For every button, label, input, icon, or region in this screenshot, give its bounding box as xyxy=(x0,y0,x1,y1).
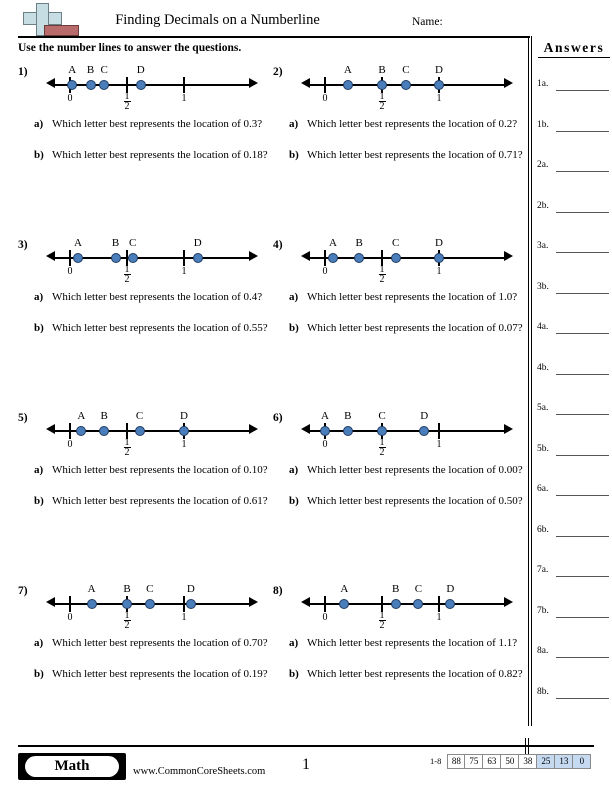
name-input-line[interactable] xyxy=(444,28,522,29)
number-line-tick xyxy=(324,596,326,612)
number-line-tick xyxy=(69,596,71,612)
tick-label: 1 xyxy=(181,266,187,277)
score-box: 88 xyxy=(447,754,465,769)
tick-label-fraction xyxy=(117,438,137,457)
subquestion-text: Which letter best represents the location of 0.71? xyxy=(307,149,523,161)
answer-slot[interactable] xyxy=(537,402,611,416)
number-line-point xyxy=(179,426,189,436)
number-line-point-label: A xyxy=(73,237,82,249)
subquestion-text: Which letter best represents the location of 0.55? xyxy=(52,322,268,334)
tick-label-fraction xyxy=(372,611,392,630)
number-line-point-label: D xyxy=(136,64,145,76)
number-line-point-label: A xyxy=(340,583,349,595)
subquestion-text: Which letter best represents the location of 0.3? xyxy=(52,118,263,130)
fraction-denominator: 2 xyxy=(124,274,130,285)
subquestion xyxy=(289,291,527,305)
number-line-point-label: C xyxy=(402,64,410,76)
footer-divider xyxy=(18,745,594,747)
arrow-right-icon xyxy=(249,251,258,261)
score-box: 25 xyxy=(537,754,555,769)
subquestion xyxy=(34,495,272,509)
problem xyxy=(273,60,528,220)
answer-slot-label: 7a. xyxy=(537,565,549,575)
number-line xyxy=(40,410,268,458)
problem-number: 1) xyxy=(18,66,28,78)
number-line-point xyxy=(419,426,429,436)
tick-label: 1 xyxy=(436,439,442,450)
subject-badge-label: Math xyxy=(25,756,119,777)
problem-number: 6) xyxy=(273,412,283,424)
subquestion-letter: a) xyxy=(34,291,44,303)
answer-write-line[interactable] xyxy=(556,698,609,699)
number-line xyxy=(40,583,268,631)
number-line-point-label: B xyxy=(355,237,363,249)
subquestion-letter: b) xyxy=(34,149,44,161)
problem xyxy=(18,579,273,739)
answer-slot[interactable] xyxy=(537,362,611,376)
number-line-point xyxy=(434,80,444,90)
problem xyxy=(273,233,528,393)
number-line xyxy=(40,237,268,285)
number-line-tick xyxy=(324,250,326,266)
subquestion xyxy=(34,291,272,305)
number-line-axis xyxy=(309,430,505,432)
subquestion-letter: a) xyxy=(34,464,44,476)
tick-label: 0 xyxy=(322,612,328,623)
problem xyxy=(273,406,528,566)
answer-slot-label: 3b. xyxy=(537,281,549,292)
answer-slot-label: 4b. xyxy=(537,362,549,373)
answer-slot[interactable] xyxy=(537,200,611,214)
fraction-denominator: 2 xyxy=(124,101,130,112)
tick-label: 0 xyxy=(67,612,73,623)
problem-number: 5) xyxy=(18,412,28,424)
problem-number: 4) xyxy=(273,239,283,251)
answer-slot[interactable] xyxy=(537,78,611,92)
answers-border-outer xyxy=(528,36,529,726)
arrow-left-icon xyxy=(301,424,310,434)
answer-write-line[interactable] xyxy=(556,657,609,658)
problem xyxy=(18,233,273,393)
number-line-point-label: B xyxy=(123,583,131,595)
answer-write-line[interactable] xyxy=(556,171,609,172)
problem-number: 8) xyxy=(273,585,283,597)
subquestion-text: Which letter best represents the location of 0.4? xyxy=(52,291,263,303)
answer-slot[interactable] xyxy=(537,524,611,538)
answer-slot-label: 2b. xyxy=(537,200,549,211)
number-line-point-label: D xyxy=(435,237,443,249)
tick-label-fraction xyxy=(372,92,392,111)
subquestion-text: Which letter best represents the location of 0.10? xyxy=(52,464,268,476)
number-line-point xyxy=(377,80,387,90)
tick-label: 0 xyxy=(67,266,73,277)
number-line-tick xyxy=(69,250,71,266)
arrow-right-icon xyxy=(504,424,513,434)
arrow-right-icon xyxy=(504,251,513,261)
number-line-point xyxy=(343,426,353,436)
subquestion xyxy=(34,668,272,682)
tick-label-fraction xyxy=(117,611,137,630)
number-line xyxy=(295,237,523,285)
number-line-point xyxy=(135,426,145,436)
number-line-point xyxy=(186,599,196,609)
number-line-point-label: B xyxy=(344,410,352,422)
answer-slot[interactable] xyxy=(537,321,611,335)
score-strip xyxy=(428,754,591,769)
arrow-right-icon xyxy=(504,78,513,88)
answer-write-line[interactable] xyxy=(556,333,609,334)
score-box: 50 xyxy=(501,754,519,769)
subquestion xyxy=(34,322,272,336)
tick-label-fraction xyxy=(117,265,137,284)
number-line-point-label: C xyxy=(378,410,386,422)
fraction-numerator: 1 xyxy=(379,610,385,621)
number-line-tick xyxy=(438,423,440,439)
subquestion xyxy=(289,322,527,336)
number-line-point-label: D xyxy=(186,583,195,595)
tick-label: 0 xyxy=(322,93,328,104)
score-box: 38 xyxy=(519,754,537,769)
fraction-denominator: 2 xyxy=(379,274,385,285)
number-line-point xyxy=(111,253,121,263)
arrow-right-icon xyxy=(249,424,258,434)
number-line-point xyxy=(136,80,146,90)
tick-label: 0 xyxy=(322,439,328,450)
number-line xyxy=(295,583,523,631)
answer-slot-label: 1a. xyxy=(537,79,549,89)
answer-slot[interactable] xyxy=(537,645,611,659)
fraction-denominator: 2 xyxy=(379,620,385,631)
subquestion-letter: a) xyxy=(289,291,299,303)
answer-write-line[interactable] xyxy=(556,293,609,294)
answer-slot-label: 3a. xyxy=(537,241,549,251)
number-line-point-label: D xyxy=(435,64,443,76)
number-line-point xyxy=(339,599,349,609)
subquestion-text: Which letter best represents the location of 0.18? xyxy=(52,149,268,161)
answer-slot-label: 2a. xyxy=(537,160,549,170)
number-line-point xyxy=(413,599,423,609)
subquestion xyxy=(34,637,272,651)
tick-label: 1 xyxy=(181,93,187,104)
fraction-numerator: 1 xyxy=(379,437,385,448)
subquestion-letter: b) xyxy=(289,495,299,507)
fraction-denominator: 2 xyxy=(124,620,130,631)
number-line-point-label: D xyxy=(446,583,455,595)
answer-slot[interactable] xyxy=(537,605,611,619)
subquestion-letter: b) xyxy=(34,668,44,680)
answer-slot[interactable] xyxy=(537,443,611,457)
number-line xyxy=(295,64,523,112)
answer-slot-label: 8a. xyxy=(537,646,549,656)
number-line-point xyxy=(67,80,77,90)
number-line-point-label: C xyxy=(146,583,154,595)
answer-slot-label: 5b. xyxy=(537,443,549,454)
number-line-point xyxy=(87,599,97,609)
number-line-point xyxy=(73,253,83,263)
arrow-left-icon xyxy=(301,597,310,607)
answer-write-line[interactable] xyxy=(556,374,609,375)
answer-slot-label: 6b. xyxy=(537,524,549,535)
answer-slot[interactable] xyxy=(537,483,611,497)
arrow-left-icon xyxy=(46,78,55,88)
header-divider xyxy=(18,36,530,38)
number-line-point xyxy=(354,253,364,263)
number-line-point xyxy=(193,253,203,263)
subquestion-text: Which letter best represents the location of 0.61? xyxy=(52,495,268,507)
answer-slot-label: 6a. xyxy=(537,484,549,494)
problem xyxy=(18,406,273,566)
number-line-point-label: D xyxy=(193,237,202,249)
answers-heading: Answers xyxy=(538,40,610,58)
number-line-point-label: D xyxy=(420,410,429,422)
answer-write-line[interactable] xyxy=(556,536,609,537)
score-box: 75 xyxy=(465,754,483,769)
answer-write-line[interactable] xyxy=(556,90,609,91)
subquestion-letter: b) xyxy=(34,322,44,334)
arrow-left-icon xyxy=(46,251,55,261)
tick-label: 0 xyxy=(322,266,328,277)
fraction-numerator: 1 xyxy=(379,91,385,102)
arrow-right-icon xyxy=(249,597,258,607)
number-line-point-label: C xyxy=(129,237,137,249)
page-number: 1 xyxy=(302,756,310,773)
number-line-point-label: B xyxy=(111,237,120,249)
arrow-right-icon xyxy=(504,597,513,607)
problem-number: 2) xyxy=(273,66,283,78)
tick-label-fraction xyxy=(372,438,392,457)
arrow-left-icon xyxy=(301,251,310,261)
answer-slot-label: 5a. xyxy=(537,403,549,413)
subquestion-text: Which letter best represents the location of 1.0? xyxy=(307,291,518,303)
subquestion xyxy=(289,149,527,163)
subquestion-text: Which letter best represents the location of 0.50? xyxy=(307,495,523,507)
answer-write-line[interactable] xyxy=(556,495,609,496)
answer-write-line[interactable] xyxy=(556,212,609,213)
number-line-point xyxy=(391,253,401,263)
fraction-denominator: 2 xyxy=(124,447,130,458)
name-label: Name: xyxy=(412,16,443,28)
subquestion-letter: a) xyxy=(289,637,299,649)
subquestion-letter: b) xyxy=(289,668,299,680)
tick-label: 1 xyxy=(181,439,187,450)
score-box: 0 xyxy=(573,754,591,769)
instruction-text: Use the number lines to answer the questions. xyxy=(18,42,242,54)
answer-slot[interactable] xyxy=(537,159,611,173)
tick-label: 0 xyxy=(67,439,73,450)
number-line xyxy=(295,410,523,458)
site-url: www.CommonCoreSheets.com xyxy=(133,766,266,777)
fraction-numerator: 1 xyxy=(124,437,130,448)
answer-write-line[interactable] xyxy=(556,414,609,415)
subquestion-letter: a) xyxy=(289,464,299,476)
number-line-point-label: B xyxy=(100,410,108,422)
answer-slot[interactable] xyxy=(537,564,611,578)
answer-write-line[interactable] xyxy=(556,576,609,577)
number-line-axis xyxy=(54,257,250,259)
number-line-tick xyxy=(324,77,326,93)
number-line-point xyxy=(434,253,444,263)
number-line-point-label: A xyxy=(343,64,352,76)
answer-slot-label: 7b. xyxy=(537,605,549,616)
number-line-point-label: C xyxy=(414,583,423,595)
subquestion-letter: a) xyxy=(34,637,44,649)
fraction-numerator: 1 xyxy=(379,264,385,275)
number-line-point xyxy=(128,253,138,263)
tick-label: 1 xyxy=(436,93,442,104)
score-box: 63 xyxy=(483,754,501,769)
number-line-tick xyxy=(438,596,440,612)
arrow-left-icon xyxy=(301,78,310,88)
answer-write-line[interactable] xyxy=(556,455,609,456)
number-line-point xyxy=(343,80,353,90)
number-line-point xyxy=(401,80,411,90)
tick-label-fraction xyxy=(117,92,137,111)
subquestion-text: Which letter best represents the location of 0.00? xyxy=(307,464,523,476)
number-line-point-label: A xyxy=(321,410,329,422)
answer-slot-label: 8b. xyxy=(537,686,549,697)
subquestion-text: Which letter best represents the location of 0.19? xyxy=(52,668,268,680)
number-line-point xyxy=(377,426,387,436)
number-line-point-label: B xyxy=(392,583,400,595)
subquestion xyxy=(34,464,272,478)
number-line-point xyxy=(86,80,96,90)
number-line-tick xyxy=(183,596,185,612)
number-line-point-label: A xyxy=(68,64,77,76)
answer-write-line[interactable] xyxy=(556,617,609,618)
subquestion-letter: b) xyxy=(289,149,299,161)
subquestion-letter: b) xyxy=(289,322,299,334)
page-title: Finding Decimals on a Numberline xyxy=(115,12,320,28)
subquestion xyxy=(289,464,527,478)
number-line-point xyxy=(391,599,401,609)
number-line xyxy=(40,64,268,112)
problem xyxy=(273,579,528,739)
number-line-point xyxy=(122,599,132,609)
subquestion xyxy=(289,668,527,682)
number-line-axis xyxy=(54,84,250,86)
answer-write-line[interactable] xyxy=(556,131,609,132)
number-line-axis xyxy=(309,257,505,259)
fraction-numerator: 1 xyxy=(124,91,130,102)
answer-slot[interactable] xyxy=(537,281,611,295)
tick-label: 1 xyxy=(436,266,442,277)
number-line-point-label: B xyxy=(86,64,95,76)
fraction-numerator: 1 xyxy=(124,610,130,621)
number-line-point xyxy=(320,426,330,436)
answer-slot[interactable] xyxy=(537,686,611,700)
answer-slot[interactable] xyxy=(537,119,611,133)
subquestion-text: Which letter best represents the location of 1.1? xyxy=(307,637,518,649)
subquestion-letter: b) xyxy=(34,495,44,507)
subquestion xyxy=(289,637,527,651)
number-line-point xyxy=(76,426,86,436)
number-line-point-label: D xyxy=(180,410,188,422)
answer-slot-label: 4a. xyxy=(537,322,549,332)
number-line-point-label: A xyxy=(87,583,96,595)
number-line-point xyxy=(99,80,109,90)
answer-write-line[interactable] xyxy=(556,252,609,253)
subquestion-text: Which letter best represents the location of 0.82? xyxy=(307,668,523,680)
subquestion-letter: a) xyxy=(289,118,299,130)
subquestion xyxy=(289,495,527,509)
score-range-label: 1-8 xyxy=(430,756,442,766)
answers-column xyxy=(528,36,612,726)
number-line-point-label: C xyxy=(135,410,144,422)
number-line-tick xyxy=(183,250,185,266)
fraction-denominator: 2 xyxy=(379,101,385,112)
number-line-point xyxy=(145,599,155,609)
tick-label: 1 xyxy=(436,612,442,623)
problem-number: 3) xyxy=(18,239,28,251)
fraction-numerator: 1 xyxy=(124,264,130,275)
subquestion xyxy=(34,149,272,163)
problem xyxy=(18,60,273,220)
answer-slot[interactable] xyxy=(537,240,611,254)
arrow-right-icon xyxy=(249,78,258,88)
worksheet-header xyxy=(0,0,612,42)
tick-label: 0 xyxy=(67,93,73,104)
arrow-left-icon xyxy=(46,424,55,434)
number-line-point xyxy=(445,599,455,609)
number-line-point xyxy=(328,253,338,263)
problem-number: 7) xyxy=(18,585,28,597)
subquestion-letter: a) xyxy=(34,118,44,130)
subquestion-text: Which letter best represents the location of 0.70? xyxy=(52,637,268,649)
number-line-point-label: B xyxy=(378,64,386,76)
tick-label-fraction xyxy=(372,265,392,284)
number-line-point-label: A xyxy=(328,237,337,249)
number-line-point-label: A xyxy=(77,410,86,422)
fraction-denominator: 2 xyxy=(379,447,385,458)
number-line-point-label: C xyxy=(100,64,108,76)
subquestion-text: Which letter best represents the location of 0.07? xyxy=(307,322,523,334)
tick-label: 1 xyxy=(181,612,187,623)
arrow-left-icon xyxy=(46,597,55,607)
number-line-point-label: C xyxy=(392,237,400,249)
number-line-point xyxy=(99,426,109,436)
number-line-tick xyxy=(69,423,71,439)
number-line-tick xyxy=(183,77,185,93)
subquestion xyxy=(34,118,272,132)
answers-border-inner xyxy=(531,36,532,726)
score-box: 13 xyxy=(555,754,573,769)
subquestion-text: Which letter best represents the location of 0.2? xyxy=(307,118,518,130)
subquestion xyxy=(289,118,527,132)
answer-slot-label: 1b. xyxy=(537,119,549,130)
